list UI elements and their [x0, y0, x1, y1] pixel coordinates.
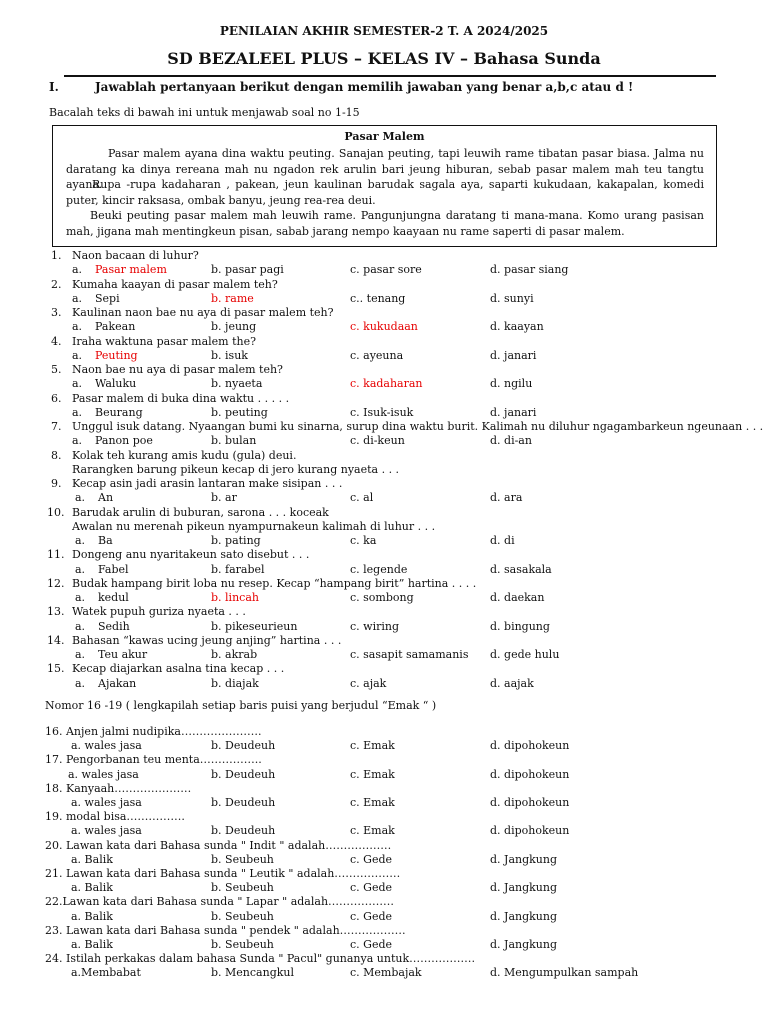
- option[interactable]: b. ar: [211, 491, 237, 505]
- question-text: Kecap diajarkan asalna tina kecap . . .: [72, 662, 285, 676]
- question-text-continued: Awalan nu merenah pikeun nyampurnakeun kalimah di luhur . . .: [72, 519, 436, 533]
- option[interactable]: c.. tenang: [350, 291, 406, 305]
- option[interactable]: b. Seubeuh: [211, 852, 274, 866]
- question-text: 20. Lawan kata dari Bahasa sunda " Indit " adalah………………: [45, 838, 392, 852]
- reading-paragraph: Rupa -rupa kadaharan , pakean, jeun kaulinan barudak sagala aya, saparti kukudaan, kakapalan, komedi puter, kincir raksasa, ombak banyu, jeung rea-rea deui.: [66, 178, 704, 207]
- option[interactable]: d. gede hulu: [490, 648, 560, 661]
- option[interactable]: b. nyaeta: [211, 377, 263, 391]
- question-number: 9.: [51, 477, 62, 490]
- question-text: 22.Lawan kata dari Bahasa sunda " Lapar " adalah………………: [45, 895, 395, 909]
- reading-box: [52, 125, 717, 247]
- option[interactable]: c. Membajak: [350, 966, 422, 980]
- question-text: Unggul isuk datang. Nyaangan bumi ku sinarna, surup dina waktu burit. Kalimah nu diluhur ngagambarkeun ngeunaan . . .: [72, 420, 764, 433]
- option[interactable]: c. di-keun: [350, 434, 405, 448]
- option[interactable]: b. pikeseurieun: [211, 619, 298, 633]
- option[interactable]: d. dipohokeun: [490, 767, 570, 781]
- question-text: 19. modal bisa…………….: [45, 810, 185, 824]
- option[interactable]: b. Seubeuh: [211, 909, 274, 923]
- option[interactable]: c. Emak: [350, 824, 395, 838]
- question-number: 5.: [51, 363, 62, 376]
- option[interactable]: Ajakan: [98, 676, 137, 690]
- option[interactable]: Waluku: [95, 377, 137, 391]
- option[interactable]: b. farabel: [211, 562, 265, 576]
- option[interactable]: Panon poe: [95, 434, 153, 448]
- option[interactable]: c. Gede: [350, 852, 393, 866]
- option[interactable]: d. sunyi: [490, 291, 534, 305]
- option[interactable]: kedul: [98, 591, 129, 604]
- option[interactable]: c. Isuk-isuk: [350, 405, 414, 419]
- option[interactable]: An: [98, 491, 114, 505]
- option[interactable]: d. Jangkung: [490, 938, 558, 951]
- option[interactable]: c. Gede: [350, 881, 393, 895]
- section-number: I.: [49, 80, 59, 94]
- option[interactable]: d. daekan: [490, 591, 545, 604]
- option[interactable]: b. diajak: [211, 676, 259, 690]
- option[interactable]: a. Balik: [71, 938, 113, 951]
- option[interactable]: c. wiring: [350, 619, 399, 633]
- exam-title: PENILAIAN AKHIR SEMESTER-2 T. A 2024/2025: [219, 24, 549, 38]
- option-letter: a.: [75, 562, 86, 576]
- option-letter: a.: [72, 405, 83, 419]
- option[interactable]: b. Seubeuh: [211, 938, 274, 951]
- option-letter: a.: [72, 377, 83, 391]
- question-text: Iraha waktuna pasar malem the?: [72, 334, 256, 348]
- option[interactable]: d. ara: [490, 491, 523, 505]
- question-number: 11.: [47, 548, 65, 562]
- option[interactable]: b. Seubeuh: [211, 881, 274, 895]
- option[interactable]: Beurang: [95, 405, 143, 419]
- option[interactable]: b. jeung: [211, 320, 257, 334]
- question-text: Naon bae nu aya di pasar malem teh?: [72, 363, 283, 376]
- option[interactable]: d. janari: [490, 405, 537, 419]
- option[interactable]: d. Jangkung: [490, 852, 558, 866]
- question-number: 8.: [51, 448, 62, 462]
- option[interactable]: a. wales jasa: [68, 767, 139, 781]
- option[interactable]: c. sombong: [350, 591, 414, 604]
- option[interactable]: d. dipohokeun: [490, 824, 570, 838]
- question-text-continued: Rarangken barung pikeun kecap di jero kurang nyaeta . . .: [72, 462, 400, 476]
- option[interactable]: d. Mengumpulkan sampah: [490, 966, 639, 980]
- option-letter: a.: [75, 591, 86, 604]
- reading-note: Bacalah teks di bawah ini untuk menjawab soal no 1-15: [49, 106, 360, 119]
- poem-note: Nomor 16 -19 ( lengkapilah setiap baris puisi yang berjudul “Emak “ ): [45, 699, 437, 712]
- question-text: Barudak arulin di buburan, sarona . . . koceak: [72, 505, 329, 519]
- option[interactable]: d. aajak: [490, 676, 534, 690]
- option[interactable]: d. ngilu: [490, 377, 533, 391]
- option[interactable]: Sedih: [98, 619, 130, 633]
- question-text: 18. Kanyaah…………………: [45, 781, 192, 795]
- question-number: 2.: [51, 277, 62, 291]
- option-letter: a.: [72, 348, 83, 362]
- question-text: Bahasan “kawas ucing jeung anjing” hartina . . .: [72, 633, 342, 647]
- question-text: Kecap asin jadi arasin lantaran make sisipan . . .: [72, 477, 343, 490]
- reading-paragraph: Beuki peuting pasar malem mah leuwih rame. Pangunjungna daratang ti mana-mana. Komo urang pasisan mah, jigana mah mentingkeun pisan, sabab jarang nempo kaayaan nu rame saperti di pasar malem.: [66, 209, 704, 238]
- option[interactable]: b. Deudeuh: [211, 796, 276, 809]
- option[interactable]: c. ajak: [350, 676, 387, 690]
- option[interactable]: a. Balik: [71, 881, 113, 895]
- option[interactable]: a. wales jasa: [71, 796, 142, 809]
- question-number: 7.: [51, 420, 62, 433]
- school-title: SD BEZALEEL PLUS – KELAS IV – Bahasa Sunda: [167, 49, 601, 68]
- option[interactable]: d. Jangkung: [490, 881, 558, 895]
- question-text: Kolak teh kurang amis kudu (gula) deui.: [72, 448, 297, 462]
- option[interactable]: b. pating: [211, 534, 261, 547]
- question-number: 10.: [47, 505, 65, 519]
- option-marked-answer[interactable]: c. kukudaan: [350, 320, 418, 334]
- option[interactable]: d. pasar siang: [490, 263, 569, 277]
- option[interactable]: b. Mencangkul: [211, 966, 295, 980]
- question-text: 16. Anjen jalmi nudipika………………….: [45, 725, 262, 738]
- option[interactable]: b. isuk: [211, 348, 248, 362]
- option[interactable]: d. kaayan: [490, 320, 544, 334]
- option[interactable]: d. Jangkung: [490, 909, 558, 923]
- question-text: 17. Pengorbanan teu menta……………..: [45, 753, 262, 767]
- option-letter: a.: [75, 619, 86, 633]
- section-instruction: Jawablah pertanyaan berikut dengan memilih jawaban yang benar a,b,c atau d !: [95, 80, 634, 94]
- reading-paragraph: Pasar malem ayana dina waktu peuting. Sanajan peuting, tapi leuwih rame tibatan pasar biasa. Jalma nu daratang ka dinya rereana mah nu ngadon rek arulin bari jeung hiburan, sebab pasar malem mah teu tangtu ayana.: [66, 147, 704, 191]
- question-text: Kumaha kaayan di pasar malem teh?: [72, 277, 278, 291]
- option-letter: a.: [75, 676, 86, 690]
- question-number: 12.: [47, 576, 65, 590]
- option[interactable]: c. Emak: [350, 796, 395, 809]
- option[interactable]: c. Gede: [350, 938, 393, 951]
- option[interactable]: b. Deudeuh: [211, 739, 276, 753]
- option[interactable]: Fabel: [98, 562, 129, 576]
- option-letter: a.: [75, 648, 86, 661]
- option[interactable]: c. al: [350, 491, 374, 505]
- question-text: Naon bacaan di luhur?: [72, 249, 199, 262]
- question-text: 21. Lawan kata dari Bahasa sunda " Leutik " adalah………………: [45, 867, 401, 880]
- option[interactable]: b. bulan: [211, 434, 257, 448]
- option[interactable]: Teu akur: [98, 648, 148, 661]
- option[interactable]: a. wales jasa: [71, 739, 142, 753]
- option[interactable]: b. akrab: [211, 648, 258, 661]
- question-text: Dongeng anu nyaritakeun sato disebut . . .: [72, 548, 310, 562]
- option[interactable]: c. sasapit samamanis: [350, 648, 469, 661]
- option[interactable]: d. dipohokeun: [490, 796, 570, 809]
- question-text: Budak hampang birit loba nu resep. Kecap “hampang birit” hartina . . . .: [72, 576, 477, 590]
- option[interactable]: c. Gede: [350, 909, 393, 923]
- header-rule: [64, 75, 716, 77]
- option-letter: a.: [75, 534, 86, 547]
- option-letter: a.: [72, 291, 83, 305]
- question-number: 13.: [47, 605, 65, 619]
- option[interactable]: c. ayeuna: [350, 348, 404, 362]
- option[interactable]: Pakean: [95, 320, 136, 334]
- option-letter: a.: [72, 434, 83, 448]
- option-marked-answer[interactable]: Pasar malem: [95, 263, 167, 277]
- question-text: Watek pupuh guriza nyaeta . . .: [72, 605, 246, 619]
- question-text: Pasar malem di buka dina waktu . . . . .: [72, 391, 290, 405]
- option[interactable]: c. ka: [350, 534, 377, 547]
- option-letter: a.: [72, 320, 83, 334]
- option[interactable]: c. legende: [350, 562, 408, 576]
- option[interactable]: b. Deudeuh: [211, 767, 276, 781]
- option[interactable]: a. Balik: [71, 909, 113, 923]
- option[interactable]: a. Balik: [71, 852, 113, 866]
- option-marked-answer[interactable]: b. lincah: [211, 591, 259, 604]
- option[interactable]: d. dipohokeun: [490, 739, 570, 753]
- option[interactable]: d. bingung: [490, 619, 550, 633]
- option[interactable]: b. pasar pagi: [211, 263, 284, 277]
- option[interactable]: d. di-an: [490, 434, 532, 448]
- option[interactable]: Ba: [98, 534, 113, 547]
- option-marked-answer[interactable]: c. kadaharan: [350, 377, 423, 391]
- question-number: 3.: [51, 306, 62, 319]
- option[interactable]: Sepi: [95, 291, 120, 305]
- option-letter: a.: [72, 263, 83, 277]
- option[interactable]: a.Membabat: [71, 966, 141, 980]
- question-text: 23. Lawan kata dari Bahasa sunda " pendek " adalah………………: [45, 923, 406, 937]
- option[interactable]: b. peuting: [211, 405, 268, 419]
- reading-title: Pasar Malem: [344, 130, 425, 143]
- question-number: 14.: [47, 633, 65, 647]
- question-number: 15.: [47, 662, 65, 676]
- option-letter: a.: [75, 491, 86, 505]
- option[interactable]: c. Emak: [350, 739, 395, 753]
- option[interactable]: c. pasar sore: [350, 263, 422, 277]
- option-marked-answer[interactable]: b. rame: [211, 291, 254, 305]
- option[interactable]: d. di: [490, 534, 515, 547]
- question-number: 6.: [51, 391, 62, 405]
- question-text: 24. Istilah perkakas dalam bahasa Sunda " Pacul" gunanya untuk………………: [45, 952, 476, 966]
- question-number: 1.: [51, 249, 62, 262]
- question-number: 4.: [51, 334, 62, 348]
- question-text: Kaulinan naon bae nu aya di pasar malem teh?: [72, 306, 334, 319]
- option[interactable]: b. Deudeuh: [211, 824, 276, 838]
- option-marked-answer[interactable]: Peuting: [95, 348, 138, 362]
- option[interactable]: a. wales jasa: [71, 824, 142, 838]
- option[interactable]: d. janari: [490, 348, 537, 362]
- option[interactable]: c. Emak: [350, 767, 395, 781]
- option[interactable]: d. sasakala: [490, 562, 552, 576]
